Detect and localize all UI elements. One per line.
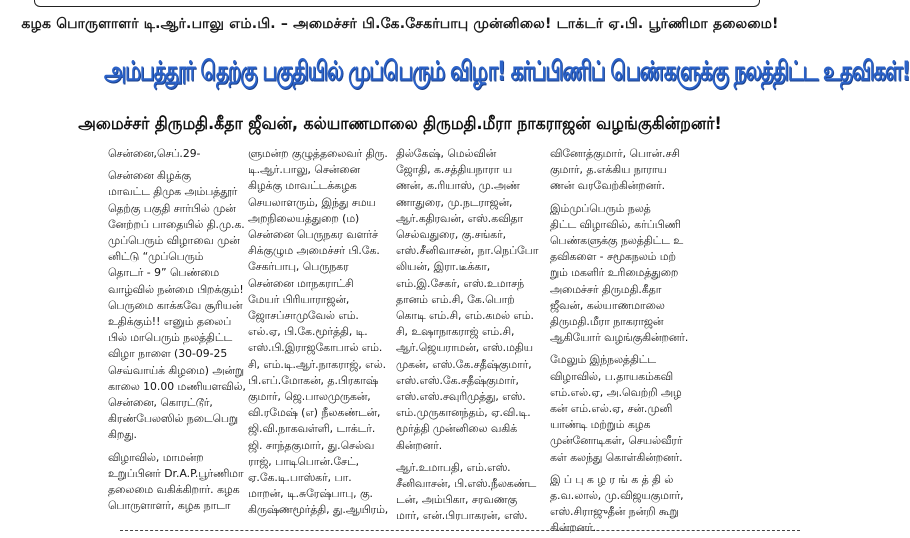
text-line: தெற்கு பகுதி சார்பில் முன் <box>108 201 236 215</box>
text-line: வாழ்வில் நன்மை பிறக்கும்! <box>108 282 244 296</box>
text-line: பெருமை காக்கவே சூரியன் <box>108 298 243 312</box>
text-line: முப்பெரும் விழாவை முன் <box>108 234 240 248</box>
text-line: கின்றனர். <box>396 438 443 452</box>
text-line: மேயர் பிரியாராஜன், <box>248 292 350 306</box>
paragraph <box>550 201 689 347</box>
text-line: ஜி. சாந்தகுமார், து.செல்வ <box>248 438 375 452</box>
column-1 <box>108 146 246 530</box>
text-line: ஜீவன், கல்யாணமாலை <box>550 298 665 312</box>
text-line: லியன், இரா.டீக்கா, <box>396 260 491 274</box>
text-line: மேலும் இந்நலத்திட்ட <box>550 353 656 367</box>
text-line: எல்.ஏ, பி.கே.மூர்த்தி, டி. <box>248 325 368 339</box>
text-line: எஸ்.எஸ்.கே.சதீஷ்குமார், <box>396 373 519 387</box>
text-line: உதிக்கும்!! எனும் தலைப் <box>108 315 232 329</box>
text-line: னிட்டு “முப்பெரும் <box>108 250 204 264</box>
text-line: பில் மாபெரும் நலத்திட்ட <box>108 331 233 345</box>
text-line: கிருஷ்ணமூர்த்தி, து.ஆயிரம், <box>248 503 389 517</box>
text-line: கொடி எம்.சி, எம்.கமல் எம். <box>396 309 534 323</box>
paragraph <box>248 146 389 519</box>
text-line: தவிகளை - சமூகநலம் மற் <box>550 250 676 264</box>
text-line: கிறது. <box>108 428 137 442</box>
text-line: எஸ்.சீனிவாசன், நா.நெப்போ <box>396 244 539 258</box>
text-line: குமார், ஜெ.பாலமுருகன், <box>248 390 371 404</box>
text-line: இ ப் பு க ழ ர ங் க த் தி ல் <box>550 472 674 486</box>
text-line: தலைமை வகிக்கிறார். கழக <box>108 483 240 497</box>
text-line: ளுமன்ற குழுத்தலைவர் திரு. <box>248 147 388 160</box>
headline: அம்பத்தூர் தெற்கு பகுதியில் முப்பெரும் விழா! கர்ப்பிணிப் பெண்களுக்கு நலத்திட்ட உதவிகள்! <box>104 56 910 87</box>
text-line: விழாவில், ப.தாயகம்கவி <box>550 369 673 383</box>
text-line: ஜோசப்சாமுவேல் எம். <box>248 309 359 323</box>
text-line: எஸ்.எஸ்.சவுரிமுத்து, எஸ். <box>396 390 526 404</box>
text-line: வி.ரமேஷ் (எ) நீலகண்டன், <box>248 406 381 420</box>
column-3 <box>396 146 539 530</box>
paragraph <box>108 168 246 443</box>
text-line: கிரண்பேலஸில் நடைபெறு <box>108 412 238 426</box>
text-line: எஸ்.சிராஜுதீன் நன்றி கூறு <box>550 505 679 519</box>
text-line: சென்னை, கொரட்டூர், <box>108 396 213 410</box>
text-line: எஸ்.பி.இராஜகோபால் எம். <box>248 341 383 355</box>
paragraph <box>550 352 683 465</box>
text-line: டி.ஆர்.பாலு, சென்னை <box>248 163 360 177</box>
text-line: யாண்டி மற்றும் கழக <box>550 418 651 432</box>
text-line: குமார், த.எக்கிய நாராய <box>550 163 667 177</box>
text-line: மாறன், டி.சுரேஷ்பாபு, கு. <box>248 487 373 501</box>
text-line: ஆர்.கதிரவன், எஸ்.கவிதா <box>396 211 524 225</box>
text-line: சேகர்பாபு, பெருநகர <box>248 260 349 274</box>
text-line: ஆர்.உமாபதி, எம்.எஸ். <box>396 460 511 474</box>
text-line: ஜோதி, க.சத்தியநாரா ய <box>396 163 512 177</box>
text-line: சென்னை மாநகராட்சி <box>248 276 354 290</box>
text-line: ஜி.வி.நாகவள்ளி, டாக்டர். <box>248 422 376 436</box>
text-line: உறுப்பினர் Dr.A.P.பூர்ணிமா <box>108 466 244 480</box>
text-line: மூர்த்தி முன்னிலை வகிக் <box>396 422 517 436</box>
text-line: பி.எப்.மோகன், த.பிரகாஷ் <box>248 373 378 387</box>
paragraph <box>396 146 539 454</box>
text-line: ணன், க.ரியாஸ், மு.அண் <box>396 179 520 193</box>
bottom-divider <box>120 530 800 531</box>
text-line: செயலாளரும், இந்து சமய <box>248 195 376 209</box>
text-line: கின்றனர். <box>550 521 597 535</box>
text-line: திருமதி.மீரா நாகராஜன் <box>550 315 664 329</box>
text-line: சி, உஷாநாகராஜ் எம்.சி, <box>396 325 515 339</box>
text-line: ஆர்.ஜெயராமன், எஸ்.மதிய <box>396 341 533 355</box>
text-line: இம்முப்பெரும் நலத் <box>550 201 651 215</box>
text-line: வினோத்குமார், பொன்.சசி <box>550 147 680 160</box>
text-line: ஏ.கே.டி.பாஸ்கர், பா. <box>248 471 352 485</box>
article-body <box>108 146 800 535</box>
text-line: விழாவில், மாமன்ற <box>108 450 204 464</box>
text-line: சென்னை,செப்.29- <box>108 147 201 160</box>
paragraph <box>396 460 536 525</box>
text-line: விழா நாளை (30-09-25 <box>108 347 228 361</box>
text-line: தொடர் - 9” பெண்மை <box>108 266 220 280</box>
text-line: கிழக்கு மாவட்டக்கழக <box>248 179 357 193</box>
text-line: சென்னை கிழக்கு <box>108 169 191 183</box>
paragraph <box>108 146 234 162</box>
text-line: சிக்குழும அமைச்சர் பி.கே. <box>248 244 380 258</box>
text-line: ராஜ், பாடிபொன்.சேட், <box>248 454 360 468</box>
text-line: கன் எம்.எல்.ஏ, சன்.முனி <box>550 402 673 416</box>
text-line: செல்வதுரை, கு.சங்கர், <box>396 228 507 242</box>
text-line: கள் கலந்து கொள்கின்றனர். <box>550 450 683 464</box>
column-4 <box>550 146 689 535</box>
paragraph <box>108 450 244 515</box>
text-line: அறநிலையத்துறை (ம) <box>248 211 360 225</box>
text-line: னேற்றப் பாதையில் தி.மு.க. <box>108 217 245 231</box>
text-line: தானம் எம்.சி, கே.பொற் <box>396 292 515 306</box>
text-line: சீனிவாசன், பி.எஸ்.நீலகண்ட <box>396 477 537 491</box>
paragraph <box>550 146 678 195</box>
text-line: சென்னை பெருநகர வளர்ச் <box>248 228 378 242</box>
text-line: செவ்வாய்க் கிழமை) அன்று <box>108 363 244 377</box>
text-line: டன், அம்பிகா, சரவணகு <box>396 493 518 507</box>
text-line: மார், என்.பிரபாகரன், எஸ். <box>396 509 528 523</box>
text-line: த.வ.லால், மு.விஜயகுமார், <box>550 489 684 503</box>
text-line: பொருளாளர், கழக நாடா <box>108 499 231 513</box>
text-line: ணன் வரவேற்கின்றனர். <box>550 179 666 193</box>
text-line: திட்ட விழாவில், கர்ப்பிணி <box>550 217 681 231</box>
subheadline: அமைச்சர் திருமதி.கீதா ஜீவன், கல்யாணமாலை திருமதி.மீரா நாகராஜன் வழங்குகின்றனர்! <box>78 114 722 134</box>
text-line: எம்.முருகானந்தம், ஏ.வி.டி. <box>396 406 531 420</box>
text-line: றும் மகளிர் உரிமைத்துறை <box>550 266 679 280</box>
text-line: காலை 10.00 மணியளவில், <box>108 379 246 393</box>
text-line: ஆகியோர் வழங்குகின்றனர். <box>550 331 689 345</box>
text-line: எம்.இ.சேகர், எஸ்.உமாசந் <box>396 276 525 290</box>
text-line: முகன், எஸ்.கே.சதீஷ்குமார், <box>396 357 532 371</box>
top-frame-border <box>34 0 760 7</box>
text-line: சி, எம்.டி.ஆர்.நாகராஜ், எல். <box>248 357 386 371</box>
text-line: தில்கேஷ், மெல்வின் <box>396 147 497 160</box>
text-line: ணாதுரை, மு.நடராஜன், <box>396 195 513 209</box>
column-2 <box>248 146 389 530</box>
text-line: அமைச்சர் திருமதி.கீதா <box>550 282 662 296</box>
top-banner: கழக பொருளாளர் டி.ஆர்.பாலு எம்.பி. – அமைச்சர் பி.கே.சேகர்பாபு முன்னிலை! டாக்டர் ஏ.பி. பூர்ணிமா தலைமை! <box>21 16 779 32</box>
text-line: மாவட்ட திமுக அம்பத்தூர் <box>108 185 238 199</box>
text-line: முன்னோடிகள், செயல்வீரர் <box>550 434 683 448</box>
paragraph <box>550 472 684 537</box>
text-line: எம்.எல்.ஏ, அ.வெற்றி அழ <box>550 385 682 399</box>
text-line: பெண்களுக்கு நலத்திட்ட உ <box>550 234 684 248</box>
